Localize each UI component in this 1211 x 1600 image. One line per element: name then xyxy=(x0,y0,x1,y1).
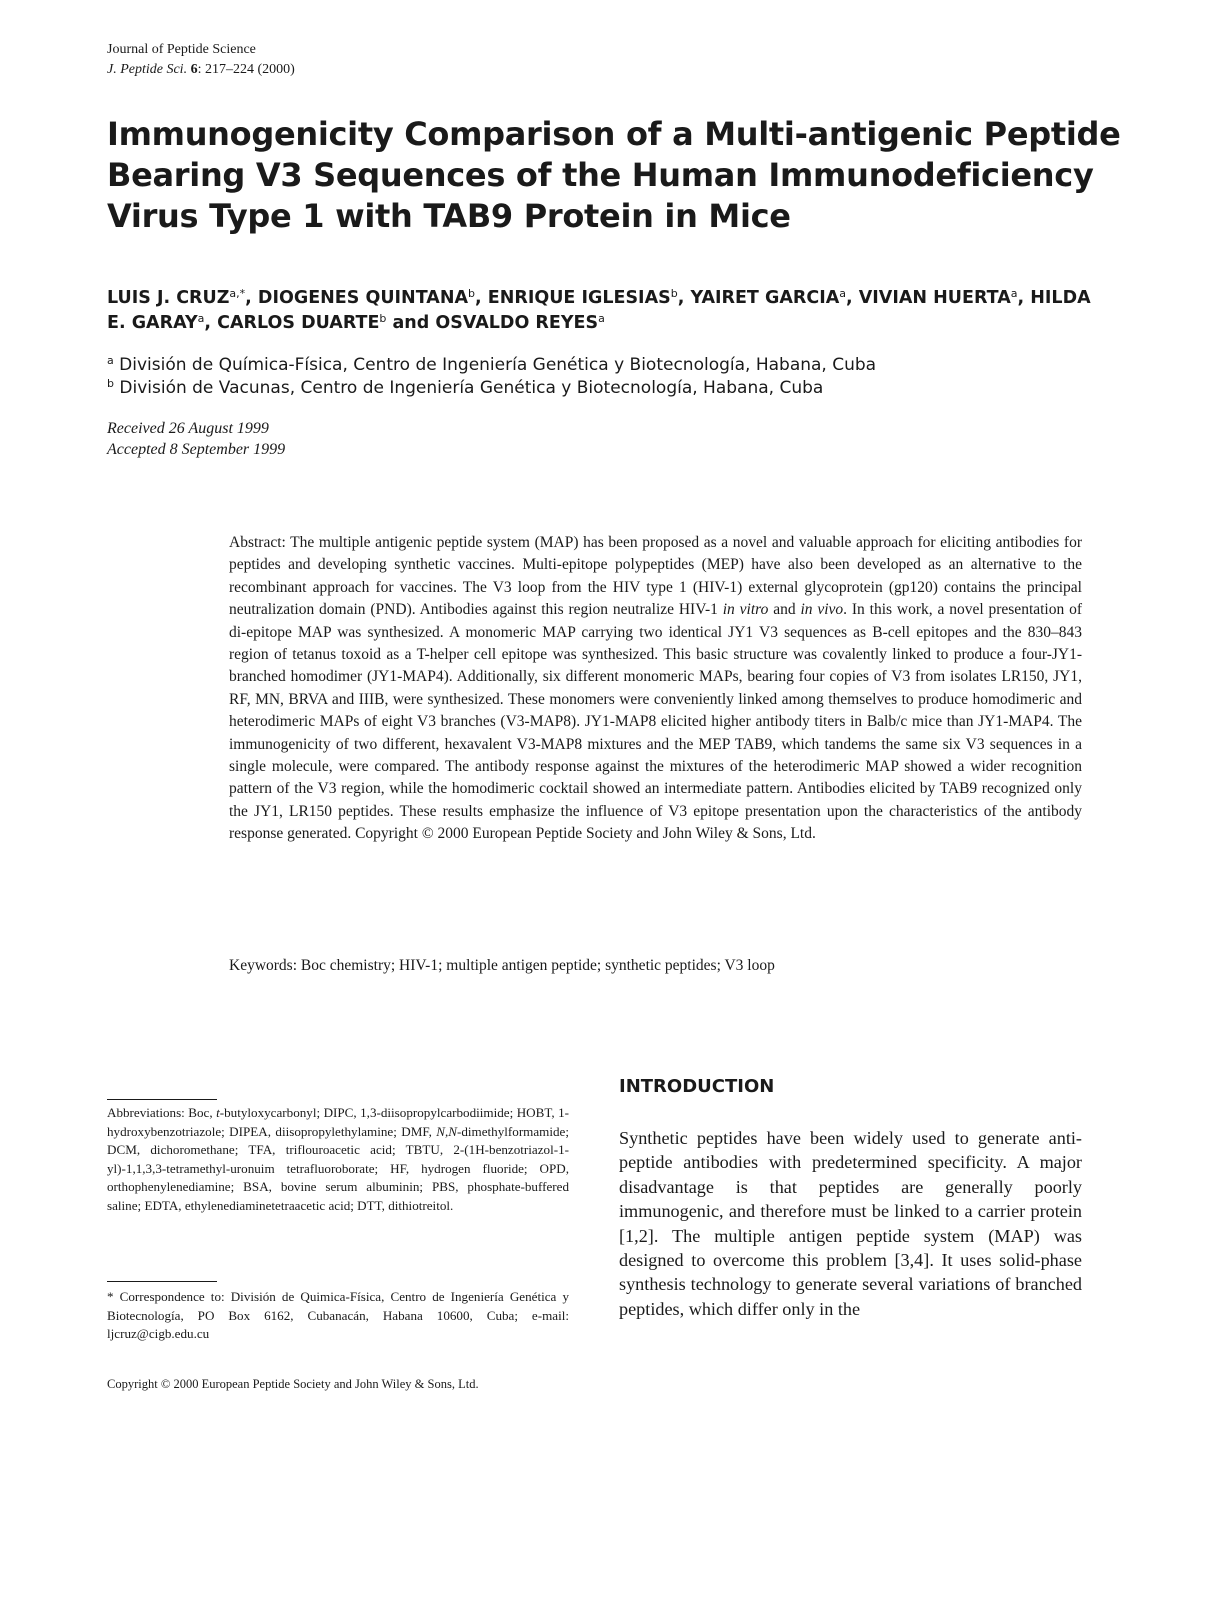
affiliation-a xyxy=(107,354,876,377)
author-line-1 xyxy=(107,286,1097,311)
author-list xyxy=(107,286,1097,336)
received-date: Received 26 August 1999 xyxy=(107,420,269,437)
abbr-text: Abbreviations: Boc, xyxy=(107,1105,217,1120)
title-line: Virus Type 1 with TAB9 Protein in Mice xyxy=(107,197,791,235)
affiliation-mark: a xyxy=(107,354,114,367)
author-separator: and xyxy=(386,313,436,333)
abbr-text: -butyloxycarbonyl; DIPC, 1,3-diisopropylcarbodiimide; HOBT, 1-hydroxybenzotriazole; DIPEA, diisopropylethylamine; DMF, xyxy=(107,1105,570,1139)
copyright-line: Copyright © 2000 European Peptide Society and John Wiley & Sons, Ltd. xyxy=(107,1377,479,1391)
keywords: Keywords: Boc chemistry; HIV-1; multiple antigen peptide; synthetic peptides; V3 loop xyxy=(229,957,775,974)
abbr-italic: N,N xyxy=(436,1123,457,1139)
abstract-conjunction: and xyxy=(768,601,801,619)
abstract-text: Abstract: The multiple antigenic peptide system (MAP) has been proposed as a novel and valuable approach for eliciting antibodies for peptides and developing synthetic vaccines. Multi-epitope polypeptides (MEP) have also been developed as an alternative to the recombinant approach for vaccines. The V3 loop from the HIV type 1 (HIV-1) external glycoprotein (gp120) contains the principal neutralization domain (PND). Antibodies against this region neutralize HIV-1 xyxy=(229,534,1082,619)
author-name: VIVIAN HUERTA xyxy=(858,288,1011,308)
author-affiliation-mark: a,* xyxy=(229,287,246,300)
abstract-text-continued: . In this work, a novel presentation of di-epitope MAP was synthesized. A monomeric MAP carrying two identical JY1 V3 sequences as B-cell epitopes and the 830–843 region of tetanus toxoid as a T-helper cell epitope was synthesized. This basic structure was covalently linked to produce a four-JY1-branched homodimer (JY1-MAP4). Additionally, six different monomeric MAPs, bearing four copies of V3 from isolates LR150, JY1, RF, MN, BRVA and IIIB, were synthesized. These monomers were conveniently linked among themselves to produce homodimeric and heterodimeric MAPs of eight V3 branches (V3-MAP8). JY1-MAP8 elicited higher antibody titers in Balb/c mice than JY1-MAP4. The immunogenicity of two different, hexavalent V3-MAP8 mixtures and the MEP TAB9, which tandems the same six V3 sequences in a single molecule, were compared. The antibody response against the mixtures of the heterodimeric MAP showed a wider recognition pattern of the V3 region, while the homodimeric cocktail showed an intermediate pattern. Antibodies elicited by TAB9 recognized only the JY1, LR150 peptides. These results emphasize the influence of V3 epitope presentation upon the characteristics of the antibody response generated. Copyright © 2000 European Peptide Society and John Wiley & Sons, Ltd. xyxy=(229,601,1082,843)
correspondence-footnote: * Correspondence to: División de Quimica-Física, Centro de Ingeniería Genética y Biotecnología, PO Box 6162, Cubanacán, Habana 10600, Cuba; e-mail: ljcruz@cigb.edu.cu xyxy=(107,1289,569,1341)
author-name: CARLOS DUARTE xyxy=(217,313,380,333)
author-affiliation-mark: a xyxy=(1010,287,1018,300)
author-separator: , xyxy=(245,288,258,308)
title-line: Bearing V3 Sequences of the Human Immunodeficiency xyxy=(107,156,1094,194)
author-separator: , xyxy=(846,288,859,308)
abstract-in-vitro: in vitro xyxy=(722,601,769,619)
affiliation-mark: b xyxy=(107,377,114,390)
affiliation-b xyxy=(107,377,876,400)
article-dates xyxy=(107,418,285,460)
introduction-body: Synthetic peptides have been widely used to generate anti-peptide antibodies with predetermined specificity. A major disadvantage is that peptides are generally poorly immunogenic, and therefore must be linked to a carrier protein [1,2]. The multiple antigen peptide system (MAP) was designed to overcome this problem [3,4]. It uses solid-phase synthesis technology to generate several variations of branched peptides, which differ only in the xyxy=(619,1128,1082,1319)
author-affiliation-mark: b xyxy=(670,287,678,300)
author-separator: , xyxy=(677,288,691,308)
author-name: HILDA xyxy=(1030,288,1091,308)
title-line: Immunogenicity Comparison of a Multi-antigenic Peptide xyxy=(107,115,1121,153)
affiliation-text: División de Química-Física, Centro de Ingeniería Genética y Biotecnología, Habana, Cuba xyxy=(113,355,877,375)
introduction-heading: INTRODUCTION xyxy=(619,1076,775,1097)
footnote-divider xyxy=(107,1099,217,1100)
article-title xyxy=(107,114,1121,237)
affiliations xyxy=(107,354,876,400)
citation-journal: J. Peptide Sci. xyxy=(107,62,188,77)
author-affiliation-mark: a xyxy=(197,312,205,325)
author-separator: , xyxy=(475,288,488,308)
author-affiliation-mark: a xyxy=(839,287,846,300)
author-line-2 xyxy=(107,311,1097,336)
author-affiliation-mark: a xyxy=(598,312,605,325)
abbreviations-footnote xyxy=(107,1104,569,1215)
author-affiliation-mark: b xyxy=(379,312,387,325)
author-separator: , xyxy=(204,313,218,333)
citation xyxy=(107,60,295,80)
affiliation-text: División de Vacunas, Centro de Ingeniería Genética y Biotecnología, Habana, Cuba xyxy=(113,378,824,398)
footnote-divider xyxy=(107,1281,217,1282)
citation-volume: 6 xyxy=(190,62,198,77)
author-name: YAIRET GARCIA xyxy=(690,288,840,308)
accepted-date: Accepted 8 September 1999 xyxy=(107,441,286,458)
author-name: E. GARAY xyxy=(107,313,198,333)
abstract-in-vivo: in vivo xyxy=(800,601,844,619)
abbr-italic: t xyxy=(216,1105,220,1120)
abstract xyxy=(229,532,1082,846)
author-name: DIOGENES QUINTANA xyxy=(257,288,469,308)
author-affiliation-mark: b xyxy=(468,287,475,300)
author-separator: , xyxy=(1017,288,1031,308)
author-name: LUIS J. CRUZ xyxy=(107,288,230,308)
citation-pages: : 217–224 (2000) xyxy=(197,62,295,77)
author-name: ENRIQUE IGLESIAS xyxy=(487,288,671,308)
journal-name: Journal of Peptide Science xyxy=(107,42,256,57)
abbr-text: -dimethylformamide; DCM, dichoromethane; TFA, triflouroacetic acid; TBTU, 2-(1H-benzotriazol-1-yl)-1,1,3,3-tetramethyl-uronuim tetrafluoroborate; HF, hydrogen fluoride; OPD, orthophenylenediamine; BSA, bovine serum albuminin; PBS, phosphate-buffered saline; EDTA, ethylenediaminetetraacetic acid; DTT, dithiotreitol. xyxy=(107,1123,569,1213)
author-name: OSVALDO REYES xyxy=(435,313,599,333)
